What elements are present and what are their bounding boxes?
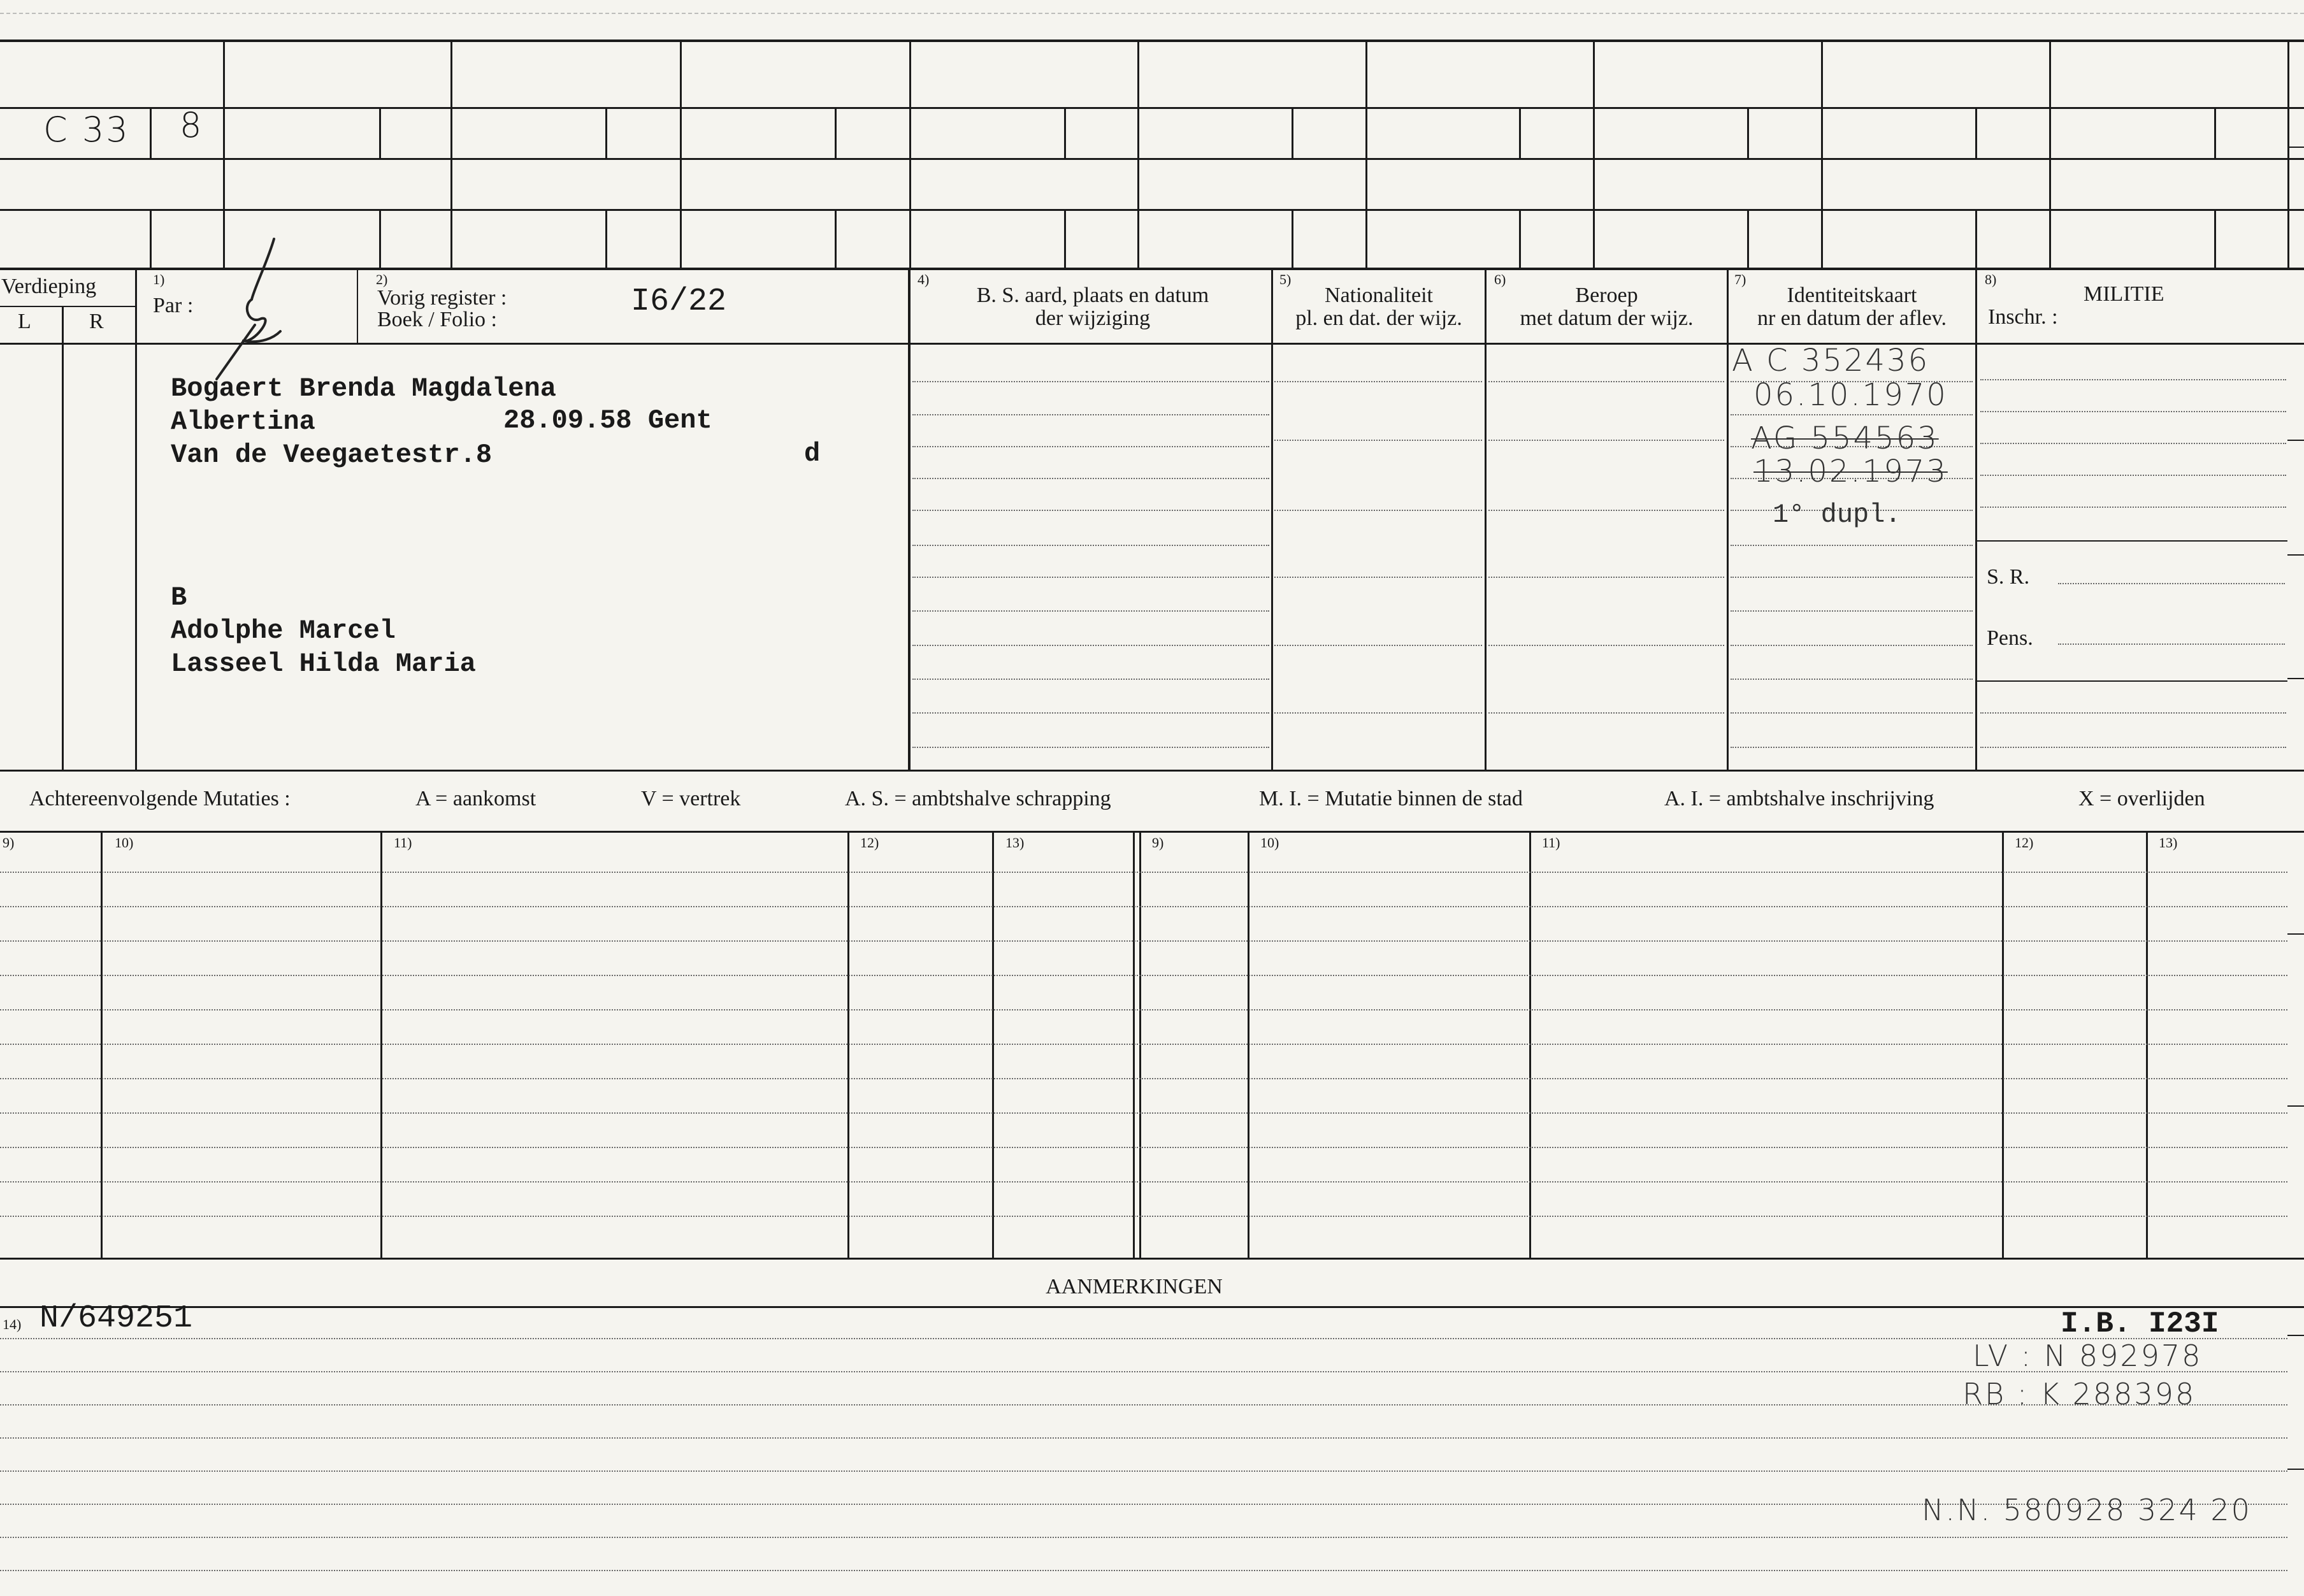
- legend-as: A. S. = ambtshalve schrapping: [845, 787, 1111, 810]
- col-12-right: 12): [2015, 835, 2034, 851]
- pens-label: Pens.: [1987, 626, 2033, 650]
- fn-6: 6): [1494, 271, 1506, 287]
- table-row: [0, 1078, 2287, 1079]
- par-label: Par :: [153, 294, 194, 317]
- verdieping-l: L: [18, 310, 31, 333]
- verdieping-r: R: [89, 310, 104, 333]
- par-signature: [204, 236, 293, 395]
- col-10-left: 10): [115, 835, 134, 851]
- table-row: [0, 1181, 2287, 1183]
- legend-a: A = aankomst: [415, 787, 536, 810]
- remark-row: [0, 1470, 2287, 1472]
- legend-mi: M. I. = Mutatie binnen de stad: [1259, 787, 1523, 810]
- remark-row: [0, 1537, 2287, 1538]
- col-10-right: 10): [1260, 835, 1279, 851]
- id-card-1: A C 352436: [1732, 343, 1930, 378]
- id-date-1: 06.10.1970: [1753, 377, 1948, 413]
- col-11-left: 11): [394, 835, 412, 851]
- militie-label: MILITIE: [2084, 282, 2164, 306]
- sr-label: S. R.: [1987, 565, 2030, 589]
- table-row: [0, 872, 2287, 873]
- fn-1: 1): [153, 271, 165, 287]
- fn-4: 4): [918, 271, 930, 287]
- boek-folio-label: Boek / Folio :: [377, 308, 497, 331]
- remark-ib: I.B. I23I: [2061, 1307, 2219, 1341]
- remark-row: [0, 1371, 2287, 1372]
- nationaliteit-header: Nationaliteit pl. en dat. der wijz.: [1295, 284, 1462, 330]
- legend-x: X = overlijden: [2078, 787, 2205, 810]
- col-11-right: 11): [1542, 835, 1560, 851]
- fn-14: 14): [3, 1316, 22, 1332]
- mother-name: Lasseel Hilda Maria: [171, 649, 476, 679]
- col-9-right: 9): [1152, 835, 1164, 851]
- person-address: Van de Veegaetestr.8: [171, 440, 493, 470]
- fn-5: 5): [1279, 271, 1292, 287]
- remarks-title: AANMERKINGEN: [1046, 1275, 1223, 1298]
- bs-header: B. S. aard, plaats en datum der wijziging: [976, 284, 1209, 330]
- id-date-2: 13.02.1973: [1753, 454, 1948, 489]
- remark-rb: RB : K 288398: [1962, 1377, 2196, 1411]
- table-row: [0, 1044, 2287, 1045]
- inschr-label: Inschr. :: [1988, 305, 2058, 329]
- id-note: 1° dupl.: [1773, 500, 1901, 530]
- table-row: [0, 940, 2287, 942]
- remark-row: [0, 1437, 2287, 1439]
- table-row: [0, 1147, 2287, 1148]
- person-mark: d: [804, 438, 821, 469]
- table-row: [0, 1112, 2287, 1114]
- remark-lv: LV : N 892978: [1973, 1339, 2203, 1373]
- parent-b: B: [171, 582, 187, 613]
- table-row: [0, 975, 2287, 976]
- mutaties-title: Achtereenvolgende Mutaties :: [29, 787, 291, 810]
- remark-row: [0, 1338, 2287, 1339]
- verdieping-label: Verdieping: [1, 275, 97, 298]
- identiteitskaart-header: Identiteitskaart nr en datum der aflev.: [1757, 284, 1947, 330]
- table-row: [0, 906, 2287, 907]
- id-card-2: AG 554563: [1751, 421, 1939, 456]
- remark-nn: N.N. 580928 324 20: [1922, 1493, 2252, 1527]
- father-name: Adolphe Marcel: [171, 615, 396, 646]
- col-13-right: 13): [2159, 835, 2178, 851]
- remark-row: [0, 1570, 2287, 1571]
- vorig-register-label: Vorig register :: [377, 286, 507, 310]
- fn-8: 8): [1985, 271, 1997, 287]
- table-row: [0, 1216, 2287, 1217]
- person-name: Bogaert Brenda Magdalena: [171, 373, 556, 404]
- grid-number: 8: [180, 105, 204, 145]
- remark-code: N/649251: [40, 1300, 193, 1337]
- fn-7: 7): [1734, 271, 1746, 287]
- grid-code: C 33: [43, 110, 130, 150]
- legend-ai: A. I. = ambtshalve inschrijving: [1664, 787, 1934, 810]
- col-12-left: 12): [860, 835, 879, 851]
- fn-2: 2): [376, 271, 388, 287]
- legend-v: V = vertrek: [641, 787, 741, 810]
- person-birth: 28.09.58 Gent: [503, 405, 712, 436]
- beroep-header: Beroep met datum der wijz.: [1520, 284, 1694, 330]
- col-13-left: 13): [1005, 835, 1025, 851]
- register-value: I6/22: [631, 284, 727, 320]
- col-9-left: 9): [3, 835, 15, 851]
- remark-row: [0, 1404, 2287, 1405]
- top-edge-mark: [0, 13, 2304, 18]
- person-name-2: Albertina: [171, 406, 315, 437]
- table-row: [0, 1009, 2287, 1010]
